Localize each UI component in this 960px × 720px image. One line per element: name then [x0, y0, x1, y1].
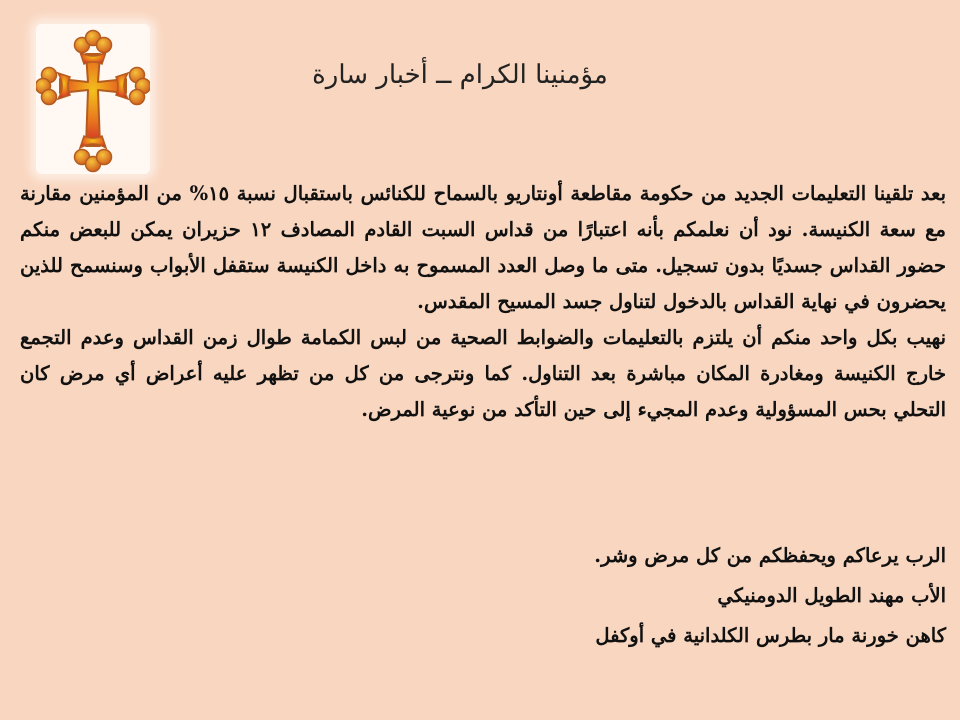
- page-title: مؤمنينا الكرام ــ أخبار سارة: [312, 60, 608, 90]
- paragraph-announcement: بعد تلقينا التعليمات الجديد من حكومة مقاطعة أونتاريو بالسماح للكنائس باستقبال نسبة ١٥% من المؤمنين مقارنة مع سعة الكنيسة. نود أن نعلمكم بأنه اعتبارًا من قداس السبت القادم المصادف ١٢ حزيران يمكن للبعض منكم حضور القداس جسديًا بدون تسجيل. متى ما وصل العدد المسموح به داخل الكنيسة ستقفل الأبواب وسنسمح للذين يحضرون في نهاية القداس بالدخول لتناول جسد المسيح المقدس.: [20, 182, 946, 313]
- signer-role: كاهن خورنة مار بطرس الكلدانية في أوكفل: [595, 624, 946, 647]
- announcement-body: [20, 176, 946, 428]
- blessing-line: الرب يرعاكم ويحفظكم من كل مرض وشر.: [594, 544, 946, 567]
- cross-logo: [36, 24, 150, 174]
- paragraph-instructions: نهيب بكل واحد منكم أن يلتزم بالتعليمات والضوابط الصحية من لبس الكمامة طوال زمن القداس وعدم التجمع خارج الكنيسة ومغادرة المكان مباشرة بعد التناول. كما ونترجى من كل من تظهر عليه أعراض أي مرض كان التحلي بحس المسؤولية وعدم المجيء إلى حين التأكد من نوعية المرض.: [20, 326, 946, 421]
- signature-block: [594, 536, 946, 656]
- coptic-cross-icon: [36, 24, 150, 174]
- signer-name: الأب مهند الطويل الدومنيكي: [717, 584, 946, 607]
